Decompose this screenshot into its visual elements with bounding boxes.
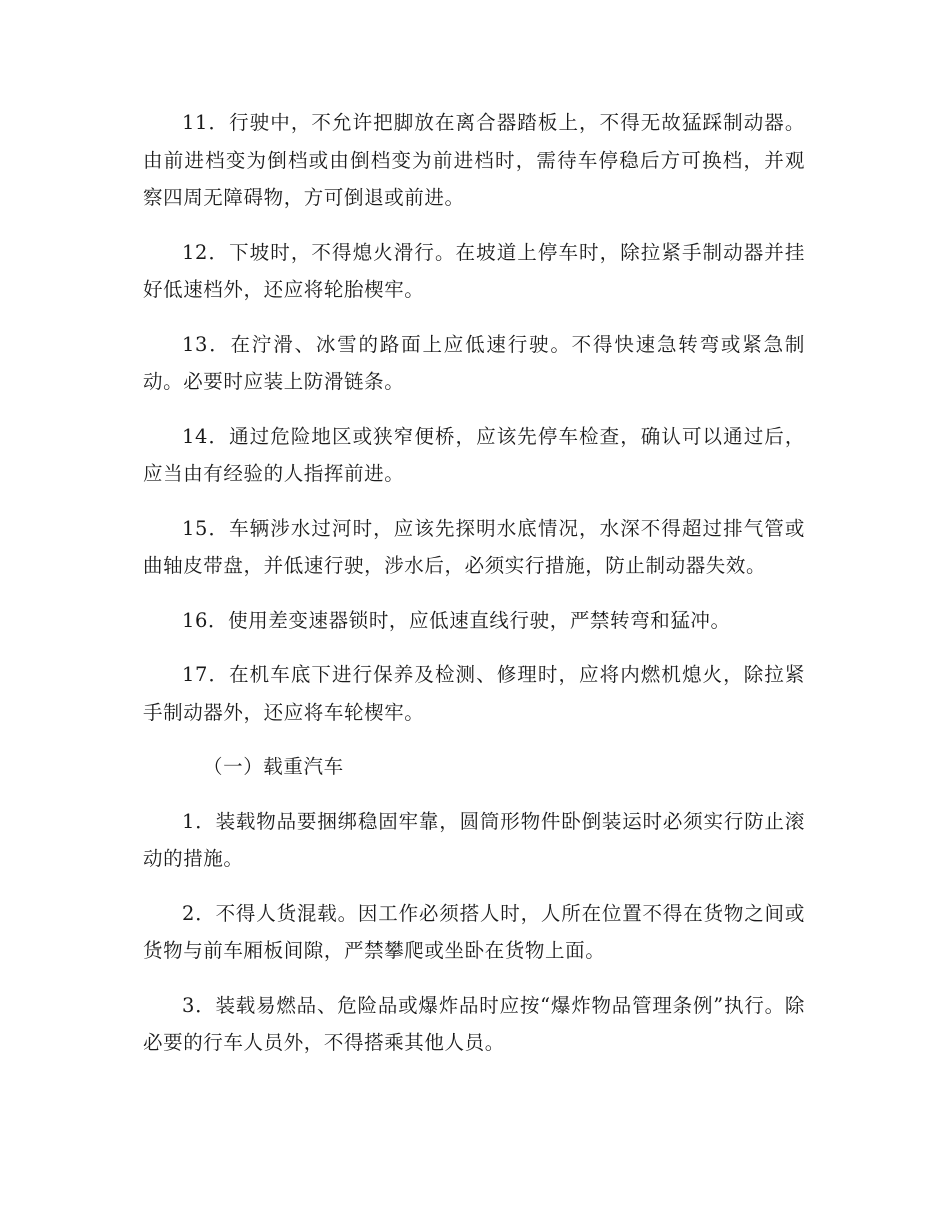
paragraph-15: 15．车辆涉水过河时，应该先探明水底情况，水深不得超过排气管或曲轴皮带盘，并低速行驶，涉水后，必须实行措施，防止制动器失效。 xyxy=(143,516,805,577)
section-heading: （一）载重汽车 xyxy=(203,755,344,778)
paragraph-12: 12．下坡时，不得熄火滑行。在坡道上停车时，除拉紧手制动器并挂好低速档外，还应将轮胎楔牢。 xyxy=(143,240,805,301)
paragraph-13: 13．在泞滑、冰雪的路面上应低速行驶。不得快速急转弯或紧急制动。必要时应装上防滑链条。 xyxy=(143,332,805,393)
section-paragraph-2: 2．不得人货混载。因工作必须搭人时，人所在位置不得在货物之间或货物与前车厢板间隙，严禁攀爬或坐卧在货物上面。 xyxy=(143,901,805,962)
paragraph-11: 11．行驶中，不允许把脚放在离合器踏板上，不得无故猛踩制动器。由前进档变为倒档或由倒档变为前进档时，需待车停稳后方可换档，并观察四周无障碍物，方可倒退或前进。 xyxy=(143,111,805,209)
paragraph-14: 14．通过危险地区或狭窄便桥，应该先停车检查，确认可以通过后，应当由有经验的人指挥前进。 xyxy=(143,424,805,485)
section-paragraph-1: 1．装载物品要捆绑稳固牢靠，圆筒形物件卧倒装运时必须实行防止滚动的措施。 xyxy=(143,809,805,870)
paragraph-16: 16．使用差变速器锁时，应低速直线行驶，严禁转弯和猛冲。 xyxy=(182,608,731,632)
section-paragraph-3: 3．装载易燃品、危险品或爆炸品时应按“爆炸物品管理条例”执行。除必要的行车人员外，不得搭乘其他人员。 xyxy=(143,993,805,1054)
document-body xyxy=(143,104,805,1079)
paragraph-17: 17．在机车底下进行保养及检测、修理时，应将内燃机熄火，除拉紧手制动器外，还应将车轮楔牢。 xyxy=(143,663,805,724)
